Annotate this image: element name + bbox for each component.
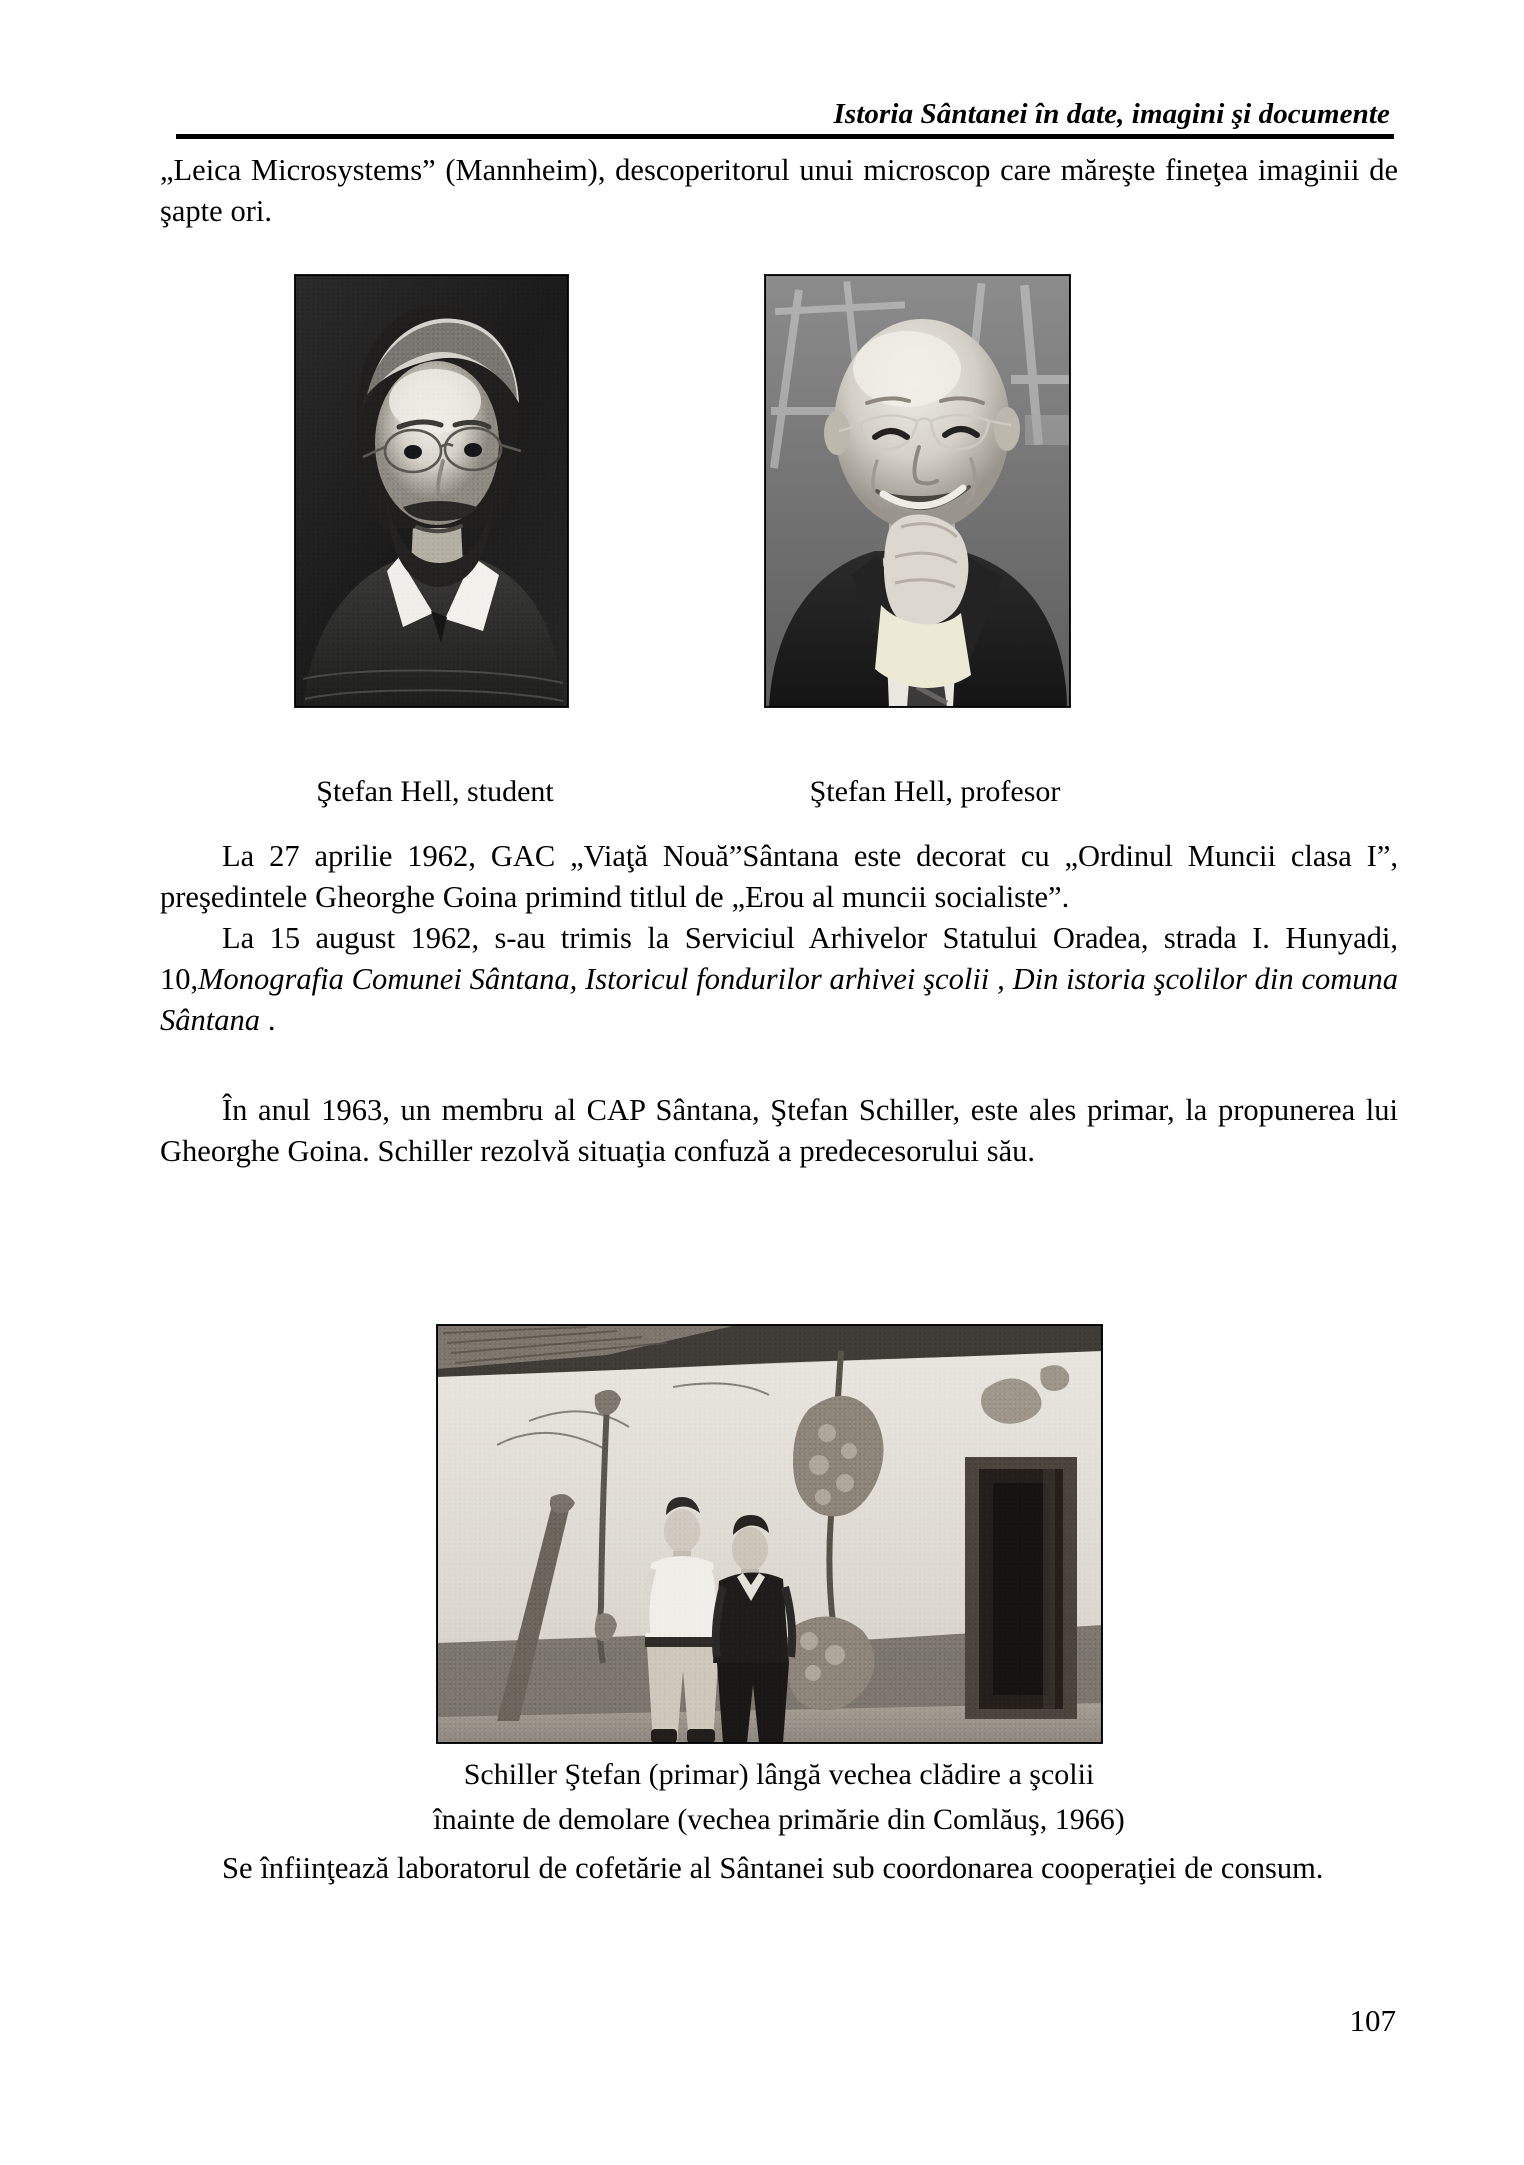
professor-portrait-graphic bbox=[765, 275, 1070, 707]
paragraph-block-1963 bbox=[160, 1090, 1398, 1172]
title-din-istoria-scolilor-din-comuna-santana: Din istoria şcolilor din comuna Sântana bbox=[160, 962, 1399, 1037]
caption-schiller-line-1: Schiller Ştefan (primar) lângă vechea clădire a şcolii bbox=[463, 1758, 1095, 1791]
caption-schiller-line-2: înainte de demolare (vechea primărie din Comlăuş, 1966) bbox=[433, 1803, 1125, 1836]
title-monografia-comunei-santana: Monografia Comunei Sântana, bbox=[198, 962, 578, 996]
paragraph-anul-1963: În anul 1963, un membru al CAP Sântana, Ştefan Schiller, este ales primar, la propunerea lui Gheorghe Goina. Schiller rezolvă situaţia confuză a predecesorului său. bbox=[160, 1093, 1398, 1168]
student-portrait-graphic bbox=[295, 275, 568, 707]
portrait-caption-row bbox=[160, 772, 1398, 814]
paragraph-27-aprilie-1962: La 27 aprilie 1962, GAC „Viaţă Nouă”Sântana este decorat cu „Ordinul Muncii clasa I”, preşedintele Gheorghe Goina primind titlul de „Erou al muncii socialiste”. bbox=[160, 839, 1398, 914]
paragraph-15-august-1962-tail: . bbox=[267, 1003, 276, 1037]
paragraph-leica: „Leica Microsystems” (Mannheim), descoperitorul unui microscop care măreşte fineţea imaginii de şapte ori. bbox=[160, 153, 1398, 228]
photo-stefan-hell-student bbox=[294, 274, 569, 708]
paragraph-15-august-1962-lead: La 15 august 1962, s-au trimis la Serviciul Arhivelor Statului Oradea, strada I. Hunyadi, 10, bbox=[160, 921, 1398, 996]
paragraph-laborator-cofetarie: Se înfiinţează laboratorul de cofetărie al Sântanei sub coordonarea cooperaţiei de consum. bbox=[222, 1851, 1324, 1885]
photo-stefan-hell-professor bbox=[764, 274, 1071, 708]
title-istoricul-fondurilor-arhivei-scolii: Istoricul fondurilor arhivei şcolii , bbox=[585, 962, 1005, 996]
paragraph-15-august-1962 bbox=[160, 918, 1398, 1041]
page-number: 107 bbox=[1349, 2003, 1396, 2038]
paragraph-block-1962 bbox=[160, 836, 1398, 1041]
intro-paragraph-block bbox=[160, 150, 1398, 232]
school-building-photo-graphic bbox=[437, 1325, 1102, 1743]
page-title: Istoria Sântanei în date, imagini şi documente bbox=[833, 98, 1390, 130]
caption-stefan-hell-profesor: Ştefan Hell, profesor bbox=[809, 775, 1061, 808]
caption-schiller-stefan bbox=[160, 1752, 1398, 1842]
paragraph-block-cofetarie bbox=[160, 1848, 1398, 1889]
running-head bbox=[176, 96, 1394, 142]
header-rule bbox=[176, 134, 1394, 139]
caption-stefan-hell-student: Ştefan Hell, student bbox=[316, 775, 554, 808]
photo-vechea-cladire-a-scolii bbox=[436, 1324, 1103, 1744]
portrait-figure-row bbox=[160, 274, 1398, 694]
